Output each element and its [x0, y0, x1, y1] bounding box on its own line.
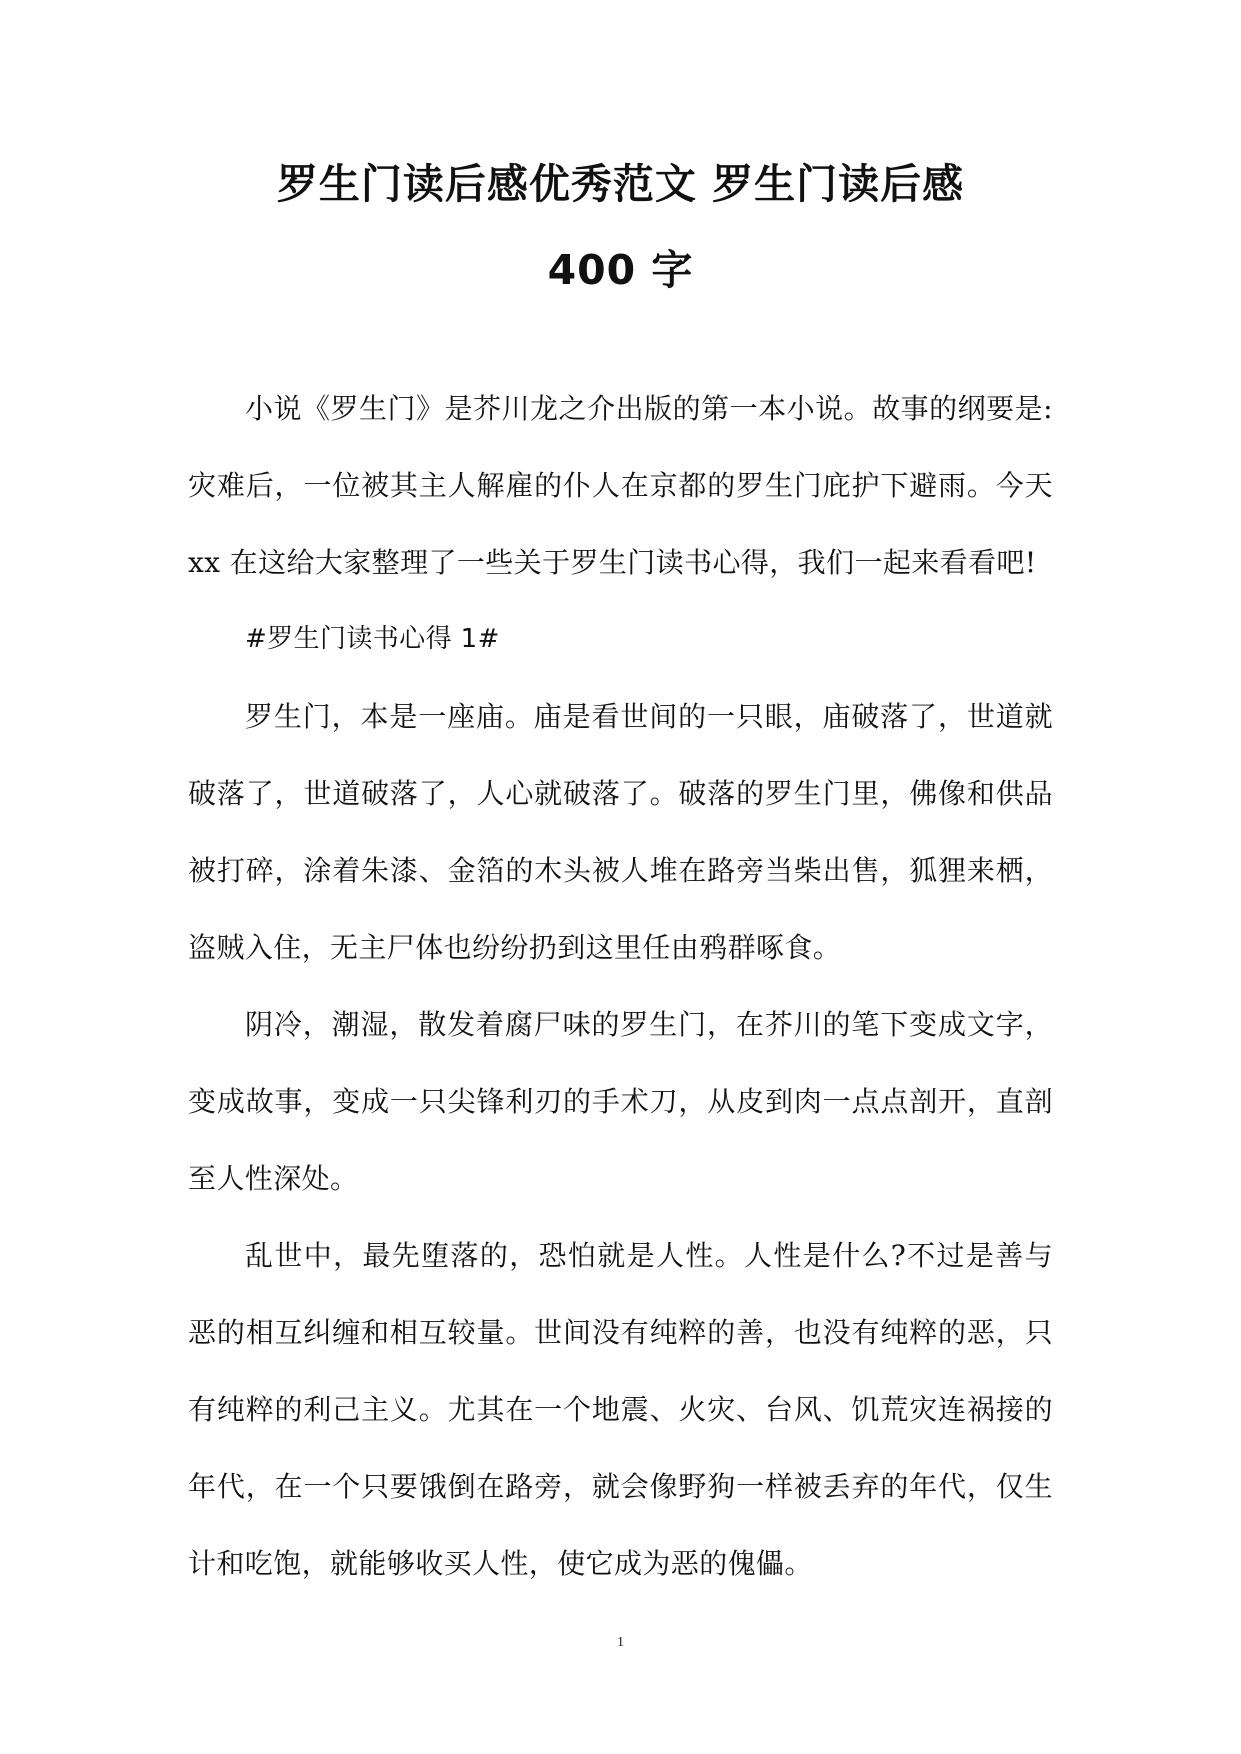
page-title-line-1: 罗生门读后感优秀范文 罗生门读后感	[276, 160, 965, 208]
paragraph-line: 恶的相互纠缠和相互较量。世间没有纯粹的善，也没有纯粹的恶，只	[188, 1316, 1053, 1349]
paragraph-line: xx 在这给大家整理了一些关于罗生门读书心得，我们一起来看看吧!	[188, 546, 1037, 579]
paragraph-line: 计和吃饱，就能够收买人性，使它成为恶的傀儡。	[188, 1547, 813, 1580]
document-body	[188, 370, 1053, 1602]
paragraph-line: 阴冷，潮湿，散发着腐尸味的罗生门，在芥川的笔下变成文字，	[245, 1008, 1053, 1041]
paragraph-line: 变成故事，变成一只尖锋利刃的手术刀，从皮到肉一点点剖开，直剖	[188, 1085, 1053, 1118]
paragraph-line: 至人性深处。	[188, 1162, 359, 1195]
paragraph-line: 破落了，世道破落了，人心就破落了。破落的罗生门里，佛像和供品	[188, 777, 1053, 810]
section-heading: #罗生门读书心得 1#	[245, 624, 500, 654]
paragraph-line: 盗贼入住，无主尸体也纷纷扔到这里任由鸦群啄食。	[188, 931, 842, 964]
paragraph-line: 乱世中，最先堕落的，恐怕就是人性。人性是什么?不过是善与	[245, 1239, 1053, 1272]
paragraph-line: 年代，在一个只要饿倒在路旁，就会像野狗一样被丢弃的年代，仅生	[188, 1470, 1053, 1503]
paragraph-line: 有纯粹的利己主义。尤其在一个地震、火灾、台风、饥荒灾连祸接的	[188, 1393, 1053, 1426]
paragraph-line: 小说《罗生门》是芥川龙之介出版的第一本小说。故事的纲要是:	[245, 392, 1053, 425]
paragraph-line: 灾难后，一位被其主人解雇的仆人在京都的罗生门庇护下避雨。今天	[188, 469, 1053, 502]
paragraph-line: 被打碎，涂着朱漆、金箔的木头被人堆在路旁当柴出售，狐狸来栖，	[188, 854, 1053, 887]
page-number: 1	[617, 1635, 624, 1650]
paragraph-line: 罗生门，本是一座庙。庙是看世间的一只眼，庙破落了，世道就	[245, 700, 1053, 733]
page-title-line-2: 400 字	[547, 246, 694, 294]
